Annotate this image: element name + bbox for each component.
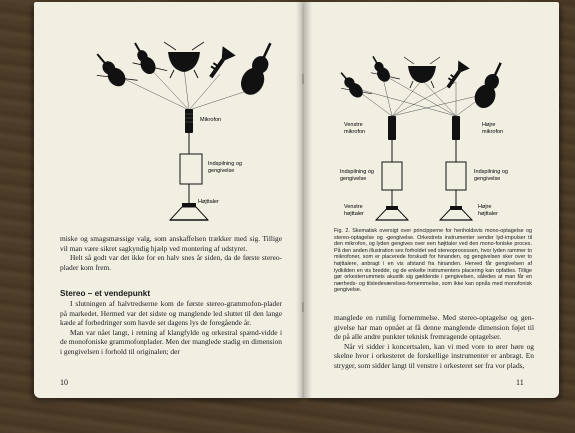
recording-label-2: gengivelse: [208, 168, 235, 174]
book-gutter: [296, 2, 312, 398]
paragraph: Man var nået langt, i retning af klangfylde og orkestral spænd-vidde i de monofoniske grammofonplader. Men der manglede stadig en dimension i gengivelsen i forhold til originalen; der: [60, 327, 282, 356]
violin-icon: [333, 66, 371, 106]
left-speaker-label-1: Venstre: [344, 204, 363, 210]
page-number: 10: [60, 378, 68, 387]
left-microphone-icon: [388, 116, 396, 140]
left-mic-label-1: Venstre: [344, 122, 363, 128]
paragraph: Helt så godt var det ikke for en halv snes år siden, da de første stereo-plader kom frem.: [60, 253, 282, 272]
kettle-drum-icon: [164, 42, 204, 78]
left-recording-label-2: gengivelse: [340, 176, 367, 182]
open-book: [34, 2, 559, 400]
section-heading: Stereo – et vendepunkt: [60, 289, 151, 298]
right-speaker-label-2: højttaler: [478, 211, 498, 217]
trumpet-icon: [204, 46, 235, 81]
viola-icon: [125, 36, 168, 84]
right-microphone-icon: [452, 116, 460, 140]
staple: [302, 74, 304, 84]
figure-caption: Fig. 2. Skematisk oversigt over principperne for henholdsvis mono-optagelse og stereo-optagelse og -gengivelse. Orkestrets instrumenter sender lyd-impulser til den mikrofon, og lyden gengives over een højttaler ved den mono-foniske proces. På den anden illustration ses forholdet ved stereoprocessen, hvor lyden rammer to mikrofoner, som er placerede forskudt for hinanden, og gengivelsen sker over to højttalere, anbragt i en vis afstand fra hinanden. Herved får gengivelsen af lydkilden en vis bredde, og de enkelte instrumenters placering kan opfattes. Tillige gør orkesterrummets akustik sig gældende i gengivelsen, således at man får en nærheds- og tilstedeværelses-fornemmelse, som ikke kan opnås med monofonisk gengivelse.: [334, 228, 532, 294]
left-speaker-label-2: højttaler: [344, 211, 364, 217]
paragraph: I slutningen af halvtredserne kom de første stereo-grammofon-plader på markedet. Hermed var det sidste og manglende led sluttet til den lange kæde af forbedringer som havde set dagens lys de foregående år.: [60, 299, 282, 328]
left-speaker-icon: [376, 206, 408, 220]
left-recording-label-1: Indspilning og: [340, 169, 374, 175]
paragraph: Når vi sidder i koncertsalen, kan vi med vore to ører høre og skelne hvor i orkesteret de forskellige instrumenter er anbragt. En stryger, som sidder langt til venstre i orkesteret ser fra vor plads,: [334, 341, 534, 370]
left-mic-label-2: mikrofon: [344, 129, 366, 135]
right-recording-label-1: Indspilning og: [474, 169, 508, 175]
left-page: [34, 2, 304, 398]
cello-icon: [471, 59, 510, 112]
mono-diagram: [34, 2, 304, 232]
recording-label-1: Indspilning og: [208, 161, 242, 167]
paragraph: manglede en rumlig fornemmelse. Med stereo-optagelse og gen-givelse har man opnået at få denne manglende dimension føjet til de på alle andre punkter teknisk fremragende optagelser.: [334, 313, 534, 342]
right-mic-label-2: mikrofon: [482, 129, 504, 135]
cello-icon: [237, 39, 281, 99]
violin-icon: [87, 45, 138, 98]
paragraph: miske og smagsmæssige valg, som anskaffelsen trækker med sig. Tillige vil man være sikret sagkyndig hjælp ved montering af udstyret.: [60, 234, 282, 253]
right-mic-label-1: Højre: [482, 122, 496, 128]
speaker-icon: [170, 203, 208, 220]
staple: [302, 302, 304, 312]
right-recording-label-2: gengivelse: [474, 176, 501, 182]
speaker-label: Højttaler: [198, 199, 219, 205]
left-intro-text: [60, 234, 282, 272]
microphone-icon: [185, 109, 193, 133]
viola-icon: [364, 50, 400, 90]
kettle-drum-icon: [404, 57, 440, 88]
right-body-text: [334, 313, 534, 371]
stereo-diagram: [304, 2, 559, 227]
right-speaker-label-1: Højre: [478, 204, 492, 210]
right-recording-box: [446, 162, 466, 190]
recording-box: [180, 154, 202, 184]
right-page: [304, 2, 559, 398]
microphone-label: Mikrofon: [200, 117, 222, 123]
left-section-text: [60, 299, 282, 357]
page-number: 11: [516, 378, 524, 387]
right-speaker-icon: [440, 206, 472, 220]
left-recording-box: [382, 162, 402, 190]
